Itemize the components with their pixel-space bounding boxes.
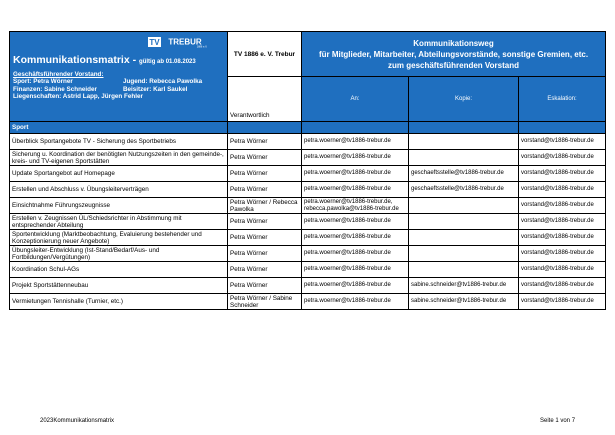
copy-email-cell: geschaeftsstelle@tv1886-trebur.de — [409, 166, 519, 182]
responsible-cell: Petra Wörner — [228, 166, 302, 182]
copy-email-cell — [409, 214, 519, 230]
copy-email-cell — [409, 134, 519, 150]
task-cell: Update Sportangebot auf Homepage — [10, 166, 228, 182]
task-cell: Erstellen und Abschluss v. Übungsleiterverträgen — [10, 182, 228, 198]
copy-column-header: Kopie: — [409, 77, 519, 122]
table-row — [10, 246, 606, 262]
section-label: Sport — [10, 122, 228, 134]
to-email-cell: petra.woerner@tv1886-trebur.de — [302, 150, 409, 166]
escalation-email-cell: vorstand@tv1886-trebur.de — [519, 166, 606, 182]
svg-text:TREBUR: TREBUR — [168, 37, 202, 47]
responsible-cell: Petra Wörner — [228, 246, 302, 262]
escalation-email-cell: vorstand@tv1886-trebur.de — [519, 134, 606, 150]
to-email-cell: petra.woerner@tv1886-trebur.de — [302, 214, 409, 230]
to-email-cell: petra.woerner@tv1886-trebur.de — [302, 166, 409, 182]
board-members — [13, 78, 224, 101]
escalation-email-cell: vorstand@tv1886-trebur.de — [519, 262, 606, 278]
table-row — [10, 294, 606, 310]
table-row — [10, 134, 606, 150]
to-email-cell: petra.woerner@tv1886-trebur.de — [302, 262, 409, 278]
copy-email-cell — [409, 150, 519, 166]
board-line: Sport: Petra Wörner Jugend: Rebecca Pawolka — [13, 78, 203, 85]
task-cell: Vermietungen Tennishalle (Turnier, etc.) — [10, 294, 228, 310]
to-email-cell: petra.woerner@tv1886-trebur.de — [302, 294, 409, 310]
to-email-cell: petra.woerner@tv1886-trebur.de — [302, 246, 409, 262]
responsible-cell: Petra Wörner — [228, 214, 302, 230]
section-row-sport — [10, 122, 606, 134]
table-row — [10, 182, 606, 198]
to-email-cell: petra.woerner@tv1886-trebur.de — [302, 134, 409, 150]
copy-email-cell: sabine.schneider@tv1886-trebur.de — [409, 294, 519, 310]
escalation-column-header: Eskalation: — [519, 77, 606, 122]
svg-text:1886 e.V.: 1886 e.V. — [196, 45, 208, 48]
escalation-email-cell: vorstand@tv1886-trebur.de — [519, 214, 606, 230]
task-cell: Übungsleiter-Entwicklung (Ist-Stand/Bedarf/Aus- und Fortbildungen/Vergütungen) — [10, 246, 228, 262]
responsible-cell: Petra Wörner / Sabine Schneider — [228, 294, 302, 310]
escalation-email-cell: vorstand@tv1886-trebur.de — [519, 230, 606, 246]
task-cell: Sportentwicklung (Marktbeobachtung, Evaluierung bestehender und Konzeptionierung neuer Angebote) — [10, 230, 228, 246]
to-email-cell: petra.woerner@tv1886-trebur.de, rebecca.pawolka@tv1886-trebur.de — [302, 198, 409, 214]
copy-email-cell: sabine.schneider@tv1886-trebur.de — [409, 278, 519, 294]
table-row — [10, 230, 606, 246]
task-cell: Einsichtnahme Führungszeugnisse — [10, 198, 228, 214]
task-cell: Projekt Sportstättenneubau — [10, 278, 228, 294]
responsible-cell: Petra Wörner — [228, 182, 302, 198]
board-label: Geschäftsführender Vorstand: — [13, 71, 104, 78]
to-email-cell: petra.woerner@tv1886-trebur.de — [302, 230, 409, 246]
copy-email-cell — [409, 198, 519, 214]
copy-email-cell — [409, 262, 519, 278]
table-row — [10, 278, 606, 294]
task-cell: Sicherung u. Koordination der benötigten Nutzungszeiten in den gemeinde-, kreis- und TV-eigenen Sportstätten — [10, 150, 228, 166]
table-row — [10, 150, 606, 166]
responsible-cell: Petra Wörner — [228, 278, 302, 294]
responsible-cell: Petra Wörner — [228, 262, 302, 278]
communication-path-header: Kommunikationsweg für Mitglieder, Mitarbeiter, Abteilungsvorstände, sonstige Gremien, etc. zum geschäftsführenden Vorstand — [302, 32, 606, 77]
responsible-header: Verantwortlich — [228, 77, 302, 122]
responsible-cell: Petra Wörner — [228, 134, 302, 150]
to-email-cell: petra.woerner@tv1886-trebur.de — [302, 182, 409, 198]
escalation-email-cell: vorstand@tv1886-trebur.de — [519, 294, 606, 310]
escalation-email-cell: vorstand@tv1886-trebur.de — [519, 182, 606, 198]
escalation-email-cell: vorstand@tv1886-trebur.de — [519, 246, 606, 262]
table-row — [10, 262, 606, 278]
copy-email-cell: geschaeftsstelle@tv1886-trebur.de — [409, 182, 519, 198]
escalation-email-cell: vorstand@tv1886-trebur.de — [519, 278, 606, 294]
footer-page-number: Seite 1 von 7 — [540, 418, 576, 424]
task-cell: Erstellen v. Zeugnissen ÜL/Schiedsrichter in Abstimmung mit entsprechender Abteilung — [10, 214, 228, 230]
responsible-cell: Petra Wörner / Rebecca Pawolka — [228, 198, 302, 214]
responsible-cell: Petra Wörner — [228, 150, 302, 166]
copy-email-cell — [409, 246, 519, 262]
to-email-cell: petra.woerner@tv1886-trebur.de — [302, 278, 409, 294]
footer-filename: 2023Kommunikationsmatrix — [40, 418, 115, 424]
table-row — [10, 214, 606, 230]
page-title: Kommunikationsmatrix - gültig ab 01.08.2023 — [13, 54, 196, 66]
svg-text:TV: TV — [149, 38, 160, 47]
table-row — [10, 198, 606, 214]
escalation-email-cell: vorstand@tv1886-trebur.de — [519, 198, 606, 214]
escalation-email-cell: vorstand@tv1886-trebur.de — [519, 150, 606, 166]
matrix-sheet — [9, 31, 605, 310]
copy-email-cell — [409, 230, 519, 246]
board-line: Finanzen: Sabine Schneider Beisitzer: Karl Saukel — [13, 85, 188, 93]
table-row — [10, 166, 606, 182]
tv-trebur-logo — [147, 35, 209, 47]
communication-matrix-table — [9, 31, 606, 310]
to-column-header: An: — [302, 77, 409, 122]
task-cell: Koordination Schul-AGs — [10, 262, 228, 278]
task-cell: Überblick Sportangebote TV - Sicherung des Sportbetriebs — [10, 134, 228, 150]
board-line: Liegenschaften: Astrid Lapp, Jürgen Fehler — [13, 93, 143, 100]
organization-name: TV 1886 e. V. Trebur — [228, 32, 302, 77]
responsible-cell: Petra Wörner — [228, 230, 302, 246]
